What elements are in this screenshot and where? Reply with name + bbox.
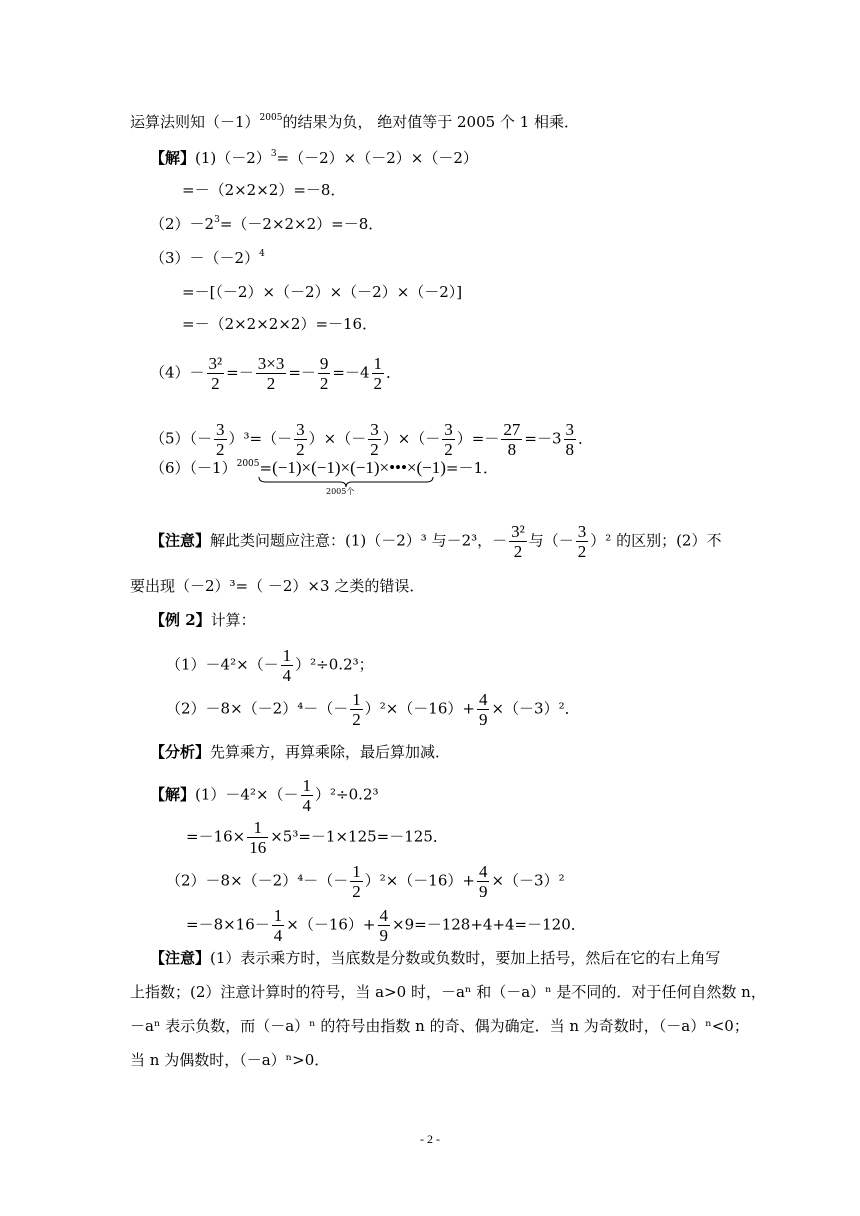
solution-4-line: （4）－ $\frac{\text{3²}}{2}$ =－ $\frac{3\times 3}{2}$ =－ $\frac{9}{2}$ =－4 $\frac{1}{2}$ ．	[150, 354, 402, 393]
solution-2-item-2: （2）－8×（－2）⁴－（－ $\frac{1}{2}$ ）²×（－16）+ $\frac{4}{9}$ ×（－3）²	[166, 862, 565, 901]
solution-1-line-1: 【解】$(1)(-2)^3=(-2)\times(-2)\times(-2)$	[150, 149, 478, 167]
fraction: $\frac{1}{2}$	[373, 354, 383, 393]
note-2-line-2: 上指数；(2）注意计算时的符号，当 a>0 时，－aⁿ 和（－a）ⁿ 是不同的．对于任何自然数 n，	[130, 983, 766, 1001]
fraction: $\frac{\text{3²}}{2}$	[208, 354, 223, 393]
fraction: $\frac{4}{9}$	[478, 690, 488, 729]
note-2-line-4: 当 n 为偶数时，（－a）ⁿ>0．	[130, 1051, 330, 1069]
example-2-item-2: （2）－8×（－2）⁴－（－ $\frac{1}{2}$ ）²×（－16）+ $\frac{4}{9}$ ×（－3）²．	[166, 690, 580, 729]
fraction: $\frac{3}{2}$	[216, 420, 225, 459]
text-line-intro: 运算法则知$(-1)^{2005}$的结果为负， 绝对值等于 2005 个 1 相乘．	[130, 113, 580, 131]
fraction: $\frac{1}{4}$	[273, 906, 283, 945]
underbrace-caption: 2005个	[326, 487, 355, 496]
fraction: $\frac{1}{4}$	[302, 776, 312, 815]
fraction: $\frac{3}{2}$	[444, 420, 453, 459]
note-1-line-2: 要出现（－2）³=（ －2）×3 之类的错误．	[130, 577, 425, 595]
solution-2-item-2-step: =－8×16－ $\frac{1}{4}$ ×（－16）+ $\frac{4}{9}$ ×9=－128+4+4=－120．	[186, 906, 586, 945]
page-number: - 2 -	[420, 1132, 440, 1146]
solution-2-item-1: 【解】(1）－4²×（－ $\frac{1}{4}$ ）²÷0.2³	[150, 776, 379, 815]
fraction: $\frac{4}{9}$	[478, 862, 488, 901]
example-2-heading: 【例 2】计算：	[150, 611, 256, 629]
solution-2-item-1-step: =－16× $\frac{1}{16}$ ×5³=－1×125=－125．	[186, 818, 448, 857]
note-1-line-1: 【注意】解此类问题应注意：(1)（－2）³ 与－2³，－ $\frac{\text{3²}}{2}$ 与（－ $\frac{3}{2}$ ）² 的区别；(2）不	[150, 522, 722, 561]
fraction: $\frac{3}{8}$	[565, 420, 574, 459]
solution-6-line: $(6)(-1)^{2005}=(-1)\times(-1)\times(-1)\times•••\times(-1)=-1$．	[150, 458, 499, 477]
solution-3-line-3: =－（2×2×2×2）=－16．	[182, 315, 378, 333]
fraction: $\frac{1}{2}$	[352, 862, 361, 901]
note-2-line-3: －aⁿ 表示负数，而（－a）ⁿ 的符号由指数 n 的奇、偶为确定．当 n 为奇数时，（－a）ⁿ<0；	[130, 1017, 749, 1035]
fraction: $\frac{\text{3²}}{2}$	[511, 522, 525, 561]
fraction: $\frac{4}{9}$	[379, 906, 389, 945]
solution-2-line: $(2)-2^3=(-2\times 2\times 2)=-8$．	[150, 215, 384, 233]
fraction: $\frac{3}{2}$	[577, 522, 587, 561]
fraction: $\frac{3}{2}$	[296, 420, 305, 459]
fraction: $\frac{1}{16}$	[249, 818, 267, 857]
solution-3-line-2: =－[（－2）×（－2）×（－2）×（－2）]	[182, 283, 463, 301]
fraction: $\frac{1}{4}$	[282, 646, 292, 685]
fraction: $\frac{27}{8}$	[503, 420, 521, 459]
solution-3-line-1: $(3)-(-2)^4$	[150, 249, 265, 267]
analysis-line: 【分析】先算乘方，再算乘除，最后算加减．	[150, 743, 451, 761]
fraction: $\frac{3}{2}$	[370, 420, 379, 459]
example-2-item-1: （1）－4²×（－ $\frac{1}{4}$ ）²÷0.2³；	[166, 646, 374, 685]
fraction: $\frac{3\times 3}{2}$	[257, 354, 285, 393]
solution-5-line: （5）（－ $\frac{3}{2}$ ）³=（－ $\frac{3}{2}$ ）×（－ $\frac{3}{2}$ ）×（－ $\frac{3}{2}$ ）=－ $\frac{27}{8}$ =－3 $\frac{3}{8}$ ．	[150, 420, 594, 459]
fraction: $\frac{1}{2}$	[352, 690, 361, 729]
solution-1-line-2: =－（2×2×2）=－8．	[182, 181, 346, 199]
fraction: $\frac{9}{2}$	[319, 354, 329, 393]
note-2-line-1: 【注意】(1）表示乘方时，当底数是分数或负数时，要加上括号，然后在它的右上角写	[150, 949, 721, 967]
